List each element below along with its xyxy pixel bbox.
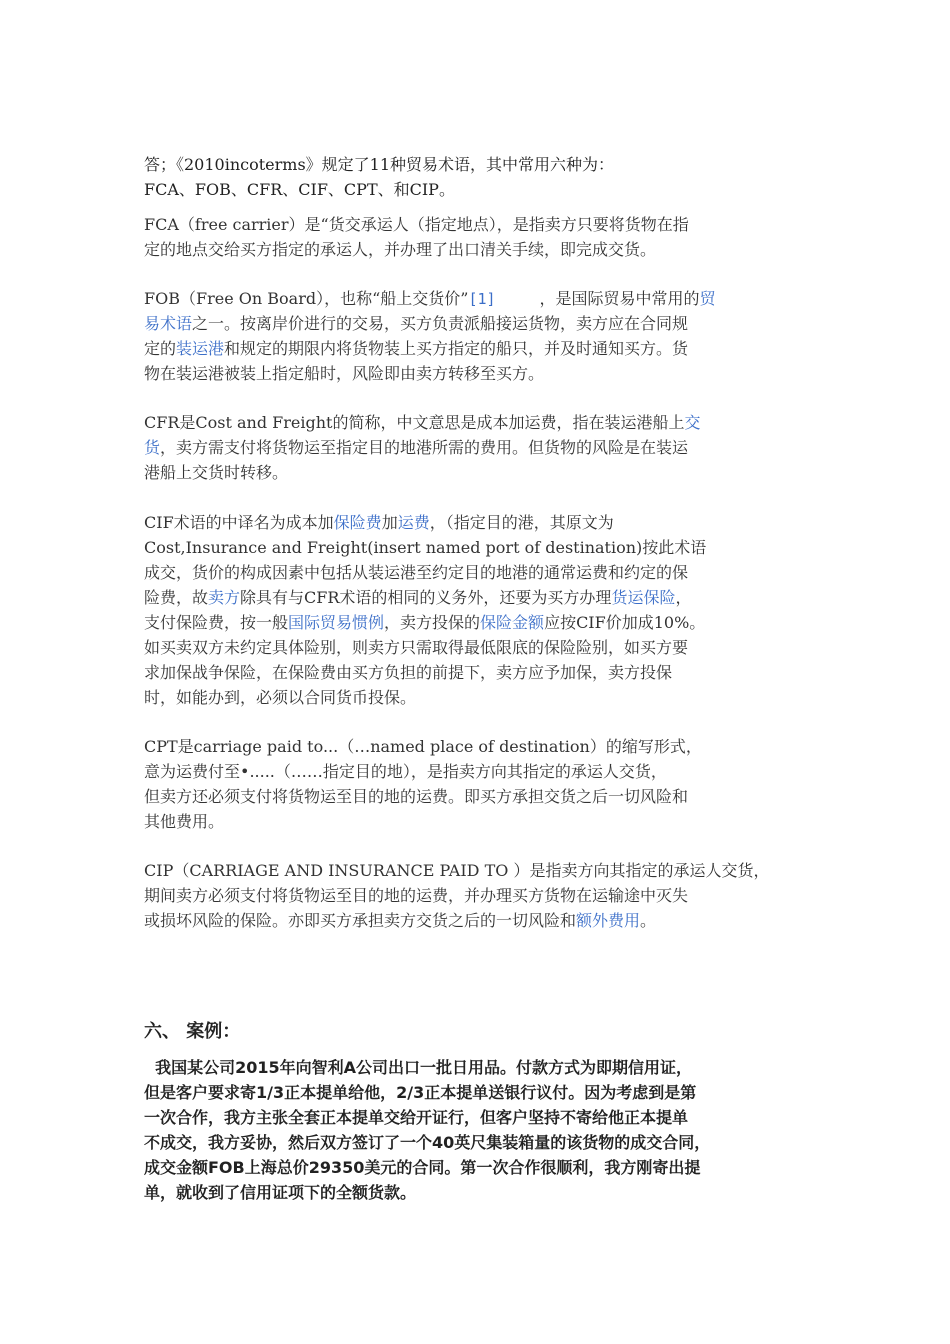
citation-link[interactable]: [1] [468,290,496,308]
link-trade-term[interactable]: 贸 [699,289,716,308]
text-line: 单，就收到了信用证项下的全额货款。 [144,1183,417,1202]
text-line: CPT是carriage paid to...（…named place of destination）的缩写形式， [144,737,702,756]
link-seller[interactable]: 卖方 [208,588,241,607]
cif-paragraph [144,510,824,710]
text-line [144,286,824,311]
link-freight[interactable]: 运费 [397,513,430,532]
text-line: 不成交，我方妥协，然后双方签订了一个40英尺集装箱量的该货物的成交合同， [144,1133,711,1152]
link-cargo-insurance[interactable]: 货运保险 [611,588,676,607]
text-span: 除具有与CFR术语的相同的义务外，还要为买方办理 [240,588,612,607]
text-span: 险费，故 [144,588,209,607]
text-line: 港船上交货时转移。 [144,463,289,482]
text-line [144,410,824,435]
answer-paragraph [144,152,824,202]
text-line: CIP（CARRIAGE AND INSURANCE PAID TO ）是指卖方向其指定的承运人交货， [144,861,770,880]
text-span: 和规定的期限内将货物装上买方指定的船只，并及时通知买方。货 [224,339,689,358]
text-span: 支付保险费，按一般 [144,613,289,632]
text-line [144,510,824,535]
text-span: CFR是Cost and Freight的简称，中文意思是成本加运费，指在装运港船上 [144,413,685,432]
link-insurance-premium[interactable]: 保险费 [333,513,382,532]
cpt-paragraph [144,734,824,834]
text-line: 物在装运港被装上指定船时，风险即由卖方转移至买方。 [144,364,545,383]
text-span: CIF术语的中译名为成本加 [144,513,334,532]
text-line: 其他费用。 [144,812,225,831]
text-line: 但是客户要求寄1/3正本提单给他，2/3正本提单送银行议付。因为考虑到是第 [144,1083,697,1102]
text-line: 意为运费付至•.....（……指定目的地），是指卖方向其指定的承运人交货， [144,762,667,781]
section-heading: 六、 案例： [144,1021,241,1042]
text-span: 或损坏风险的保险。亦即买方承担卖方交货之后的一切风险和 [144,911,577,930]
text-line [144,908,824,933]
text-line [144,435,824,460]
text-span: ， [675,588,692,607]
text-span: 定的 [144,339,177,358]
case-paragraph [144,1055,824,1205]
text-line [144,311,824,336]
link-loading-port[interactable]: 装运港 [176,339,225,358]
link-trade-term[interactable]: 易术语 [144,314,193,333]
text-span: 加 [381,513,398,532]
text-span: ，卖方需支付将货物运至指定目的地港所需的费用。但货物的风险是在装运 [160,438,689,457]
text-line: FCA（free carrier）是“货交承运人（指定地点），是指卖方只要将货物在指 [144,215,689,234]
text-line [144,336,824,361]
link-delivery[interactable]: 货 [144,438,161,457]
cfr-paragraph [144,410,824,485]
text-line: 一次合作，我方主张全套正本提单交给开证行，但客户坚持不寄给他正本提单 [144,1108,689,1127]
text-span: 之一。按离岸价进行的交易，买方负责派船接运货物，卖方应在合同规 [192,314,689,333]
text-line: 定的地点交给买方指定的承运人，并办理了出口清关手续，即完成交货。 [144,240,657,259]
text-line [144,610,824,635]
text-line: 时，如能办到，必须以合同货币投保。 [144,688,417,707]
text-span: FOB（Free On Board），也称“船上交货价” [144,289,469,308]
text-line: 期间卖方必须支付将货物运至目的地的运费，并办理买方货物在运输途中灭失 [144,886,689,905]
fob-paragraph [144,286,824,386]
text-line: 成交，货价的构成因素中包括从装运港至约定目的地港的通常运费和约定的保 [144,563,689,582]
text-span: 应按CIF价加成10%。 [544,613,706,632]
text-span: ，（指定目的港，其原文为 [429,513,614,532]
text-span: 。 [640,911,657,930]
text-line: 如买卖双方未约定具体险别，则卖方只需取得最低限底的保险险别，如买方要 [144,638,689,657]
text-line [144,585,824,610]
link-delivery[interactable]: 交 [684,413,701,432]
fca-paragraph [144,212,824,262]
cip-paragraph [144,858,824,933]
text-line: 求加保战争保险，在保险费由买方负担的前提下，卖方应予加保，卖方投保 [144,663,673,682]
text-line: 但卖方还必须支付将货物运至目的地的运费。即买方承担交货之后一切风险和 [144,787,689,806]
link-trade-practice[interactable]: 国际贸易惯例 [288,613,385,632]
text-span: ，卖方投保的 [384,613,481,632]
text-line: Cost,Insurance and Freight(insert named port of destination)按此术语 [144,538,707,557]
link-extra-costs[interactable]: 额外费用 [576,911,641,930]
text-line: 我国某公司2015年向智利A公司出口一批日用品。付款方式为即期信用证， [144,1058,693,1077]
text-line: 成交金额FOB上海总价29350美元的合同。第一次合作很顺利，我方刚寄出提 [144,1158,701,1177]
text-line: FCA、FOB、CFR、CIF、CPT、和CIP。 [144,180,455,199]
link-insured-amount[interactable]: 保险金额 [480,613,545,632]
text-line: 答；《2010incoterms》规定了11种贸易术语，其中常用六种为： [144,155,615,174]
text-span: ，是国际贸易中常用的 [539,289,700,308]
